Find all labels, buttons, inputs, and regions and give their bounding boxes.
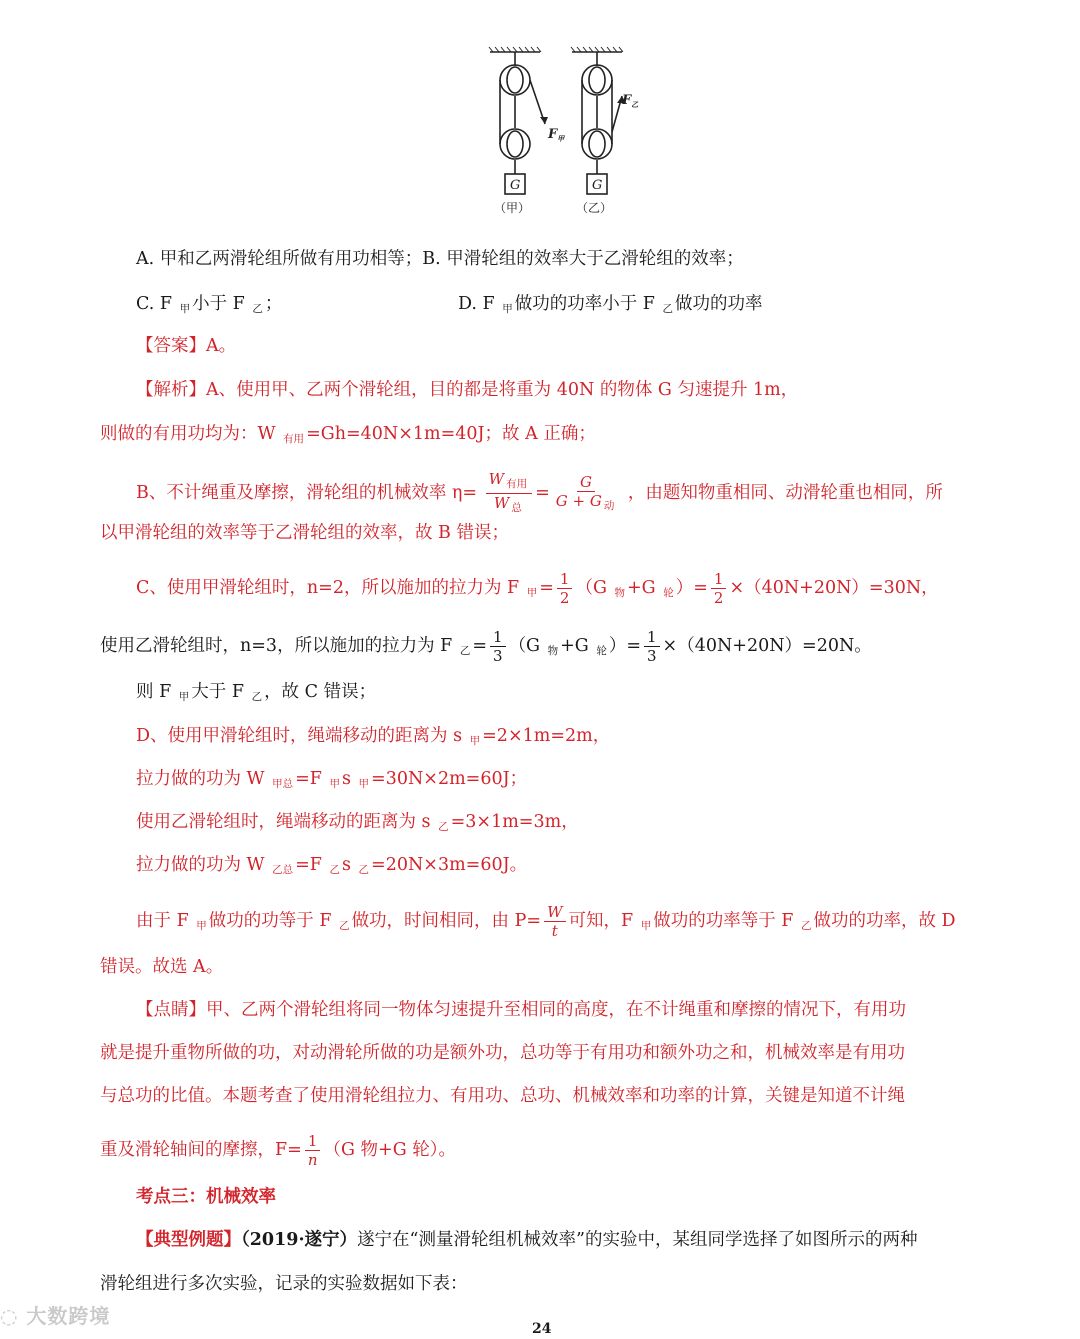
analysis-line-7: 则 F $_甲$ 大于 F $_乙$ ，故 C 错误；: [136, 682, 377, 703]
watermark-logo-icon: ◌: [0, 1304, 27, 1328]
force-label-yi: $F_乙$: [622, 93, 639, 109]
option-a-b: A. 甲和乙两滑轮组所做有用功相等；B. 甲滑轮组的效率大于乙滑轮组的效率；: [136, 249, 744, 269]
page-number: 24: [532, 1321, 552, 1337]
option-c: C. F $_甲$ 小于 F $_乙$ ；: [136, 294, 283, 315]
weight-label-right: G: [592, 178, 603, 193]
analysis-line-2: 则做的有用功均为：W $_{有用}$ =Gh=40N×1m=40J；故 A 正确；: [100, 424, 596, 445]
comment-line-3: 与总功的比值。本题考查了使用滑轮组拉力、有用功、总功、机械效率和功率的计算，关键是知道不计绳: [100, 1086, 905, 1106]
answer: 【答案】A。: [136, 336, 237, 356]
weight-label-left: G: [510, 178, 521, 193]
comment-line-2: 就是提升重物所做的功，对动滑轮所做的功是额外功，总功等于有用功和额外功之和，机械效率是有用功: [100, 1043, 905, 1063]
option-d: D. F $_甲$ 做功的功率小于 F $_乙$ 做功的功率: [458, 294, 763, 315]
analysis-line-10: 使用乙滑轮组时，绳端移动的距离为 s $_乙$ =3×1m=3m，: [136, 812, 579, 833]
force-label-jia: $F_甲$: [548, 127, 565, 143]
comment-line-1: 【点睛】甲、乙两个滑轮组将同一物体匀速提升至相同的高度，在不计绳重和摩擦的情况下，有用功: [136, 1000, 906, 1020]
analysis-line-11: 拉力做的功为 W $_{乙总}$ =F $_乙$ s $_乙$ =20N×3m=60J。: [136, 855, 528, 876]
analysis-line-8: D、使用甲滑轮组时，绳端移动的距离为 s $_甲$ =2×1m=2m，: [136, 726, 611, 747]
analysis-line-12: 由于 F $_甲$ 做功的功等于 F $_乙$ 做功，时间相同，由 P= $\frac{W}{t}$ 可知，F $_甲$ 做功的功率等于 F $_乙$ 做功的功率，故 D: [136, 903, 956, 940]
watermark: ◌ 大数跨境: [0, 1304, 111, 1328]
analysis-line-3: B、不计绳重及摩擦，滑轮组的机械效率 η= $\frac{W _{有用}}{W _总}$ = $\frac{G}{G + G _动}$ ，由题知物重相同、动滑轮重也相同，所: [136, 470, 943, 517]
caption-left: （甲）: [494, 201, 531, 215]
analysis-line-13: 错误。故选 A。: [100, 957, 224, 977]
caption-right: （乙）: [576, 201, 613, 215]
analysis-line-6: 使用乙滑轮组时，n=3，所以施加的拉力为 F $_乙$ = $\frac{1}{3}$ （G $_物$ +G $_轮$ ）= $\frac{1}{3}$ ×（40N+20N）=20N。: [100, 628, 872, 665]
comment-line-4: 重及滑轮轴间的摩擦，F= $\frac{1}{n}$ （G 物+G 轮）。: [100, 1132, 456, 1169]
example-line-2: 滑轮组进行多次实验，记录的实验数据如下表：: [100, 1274, 468, 1294]
section-title: 考点三：机械效率: [136, 1187, 276, 1207]
example-tag: 【典型例题】: [136, 1230, 241, 1250]
analysis-line-5: C、使用甲滑轮组时，n=2，所以施加的拉力为 F $_甲$ = $\frac{1}{2}$ （G $_物$ +G $_轮$ ）= $\frac{1}{2}$ ×（40N+20N）=30N，: [136, 570, 939, 607]
example-source: （2019·遂宁）: [241, 1230, 358, 1250]
pulley-figure: [485, 44, 655, 219]
example-line-1: 【典型例题】（2019·遂宁）遂宁在“测量滑轮组机械效率”的实验中，某组同学选择了如图所示的两种: [136, 1230, 918, 1250]
efficiency-fraction: $\frac{W _{有用}}{W _总}$: [486, 470, 532, 517]
analysis-line-9: 拉力做的功为 W $_{甲总}$ =F $_甲$ s $_甲$ =30N×2m=60J；: [136, 769, 528, 790]
analysis-line-4: 以甲滑轮组的效率等于乙滑轮组的效率，故 B 错误；: [100, 523, 509, 543]
analysis-line-1: 【解析】A、使用甲、乙两个滑轮组，目的都是将重为 40N 的物体 G 匀速提升 1m，: [136, 380, 799, 400]
efficiency-fraction-2: $\frac{G}{G + G _动}$: [555, 472, 615, 512]
